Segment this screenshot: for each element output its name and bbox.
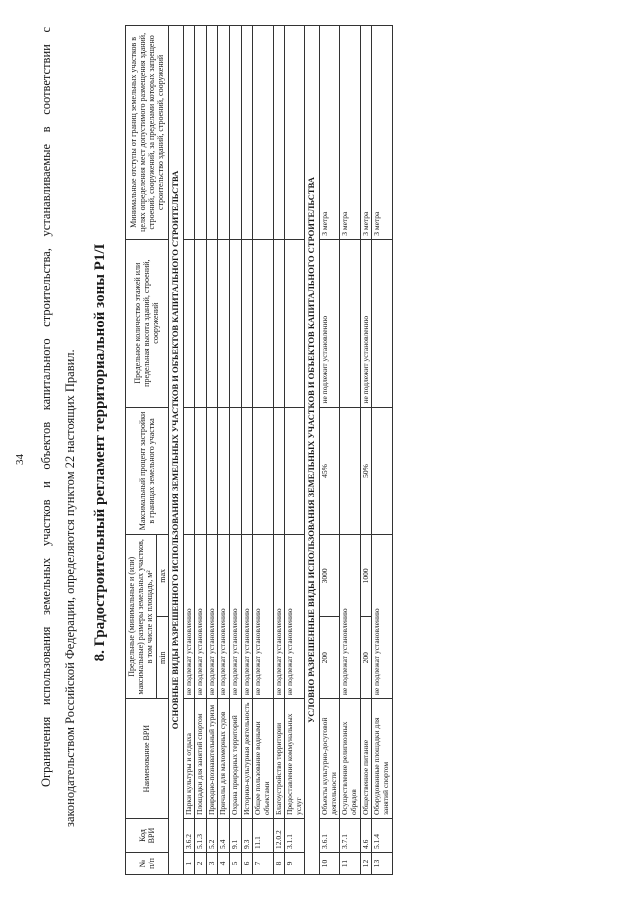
table-row	[206, 26, 218, 875]
cell-name: Историко-культурная деятельность	[241, 699, 253, 819]
cell-name: Оборудованные площадки для занятий спортом	[372, 699, 392, 819]
cell-num: 12	[360, 853, 372, 875]
cell-floors	[241, 239, 253, 407]
cell-floors	[206, 239, 218, 407]
cell-code: 4.6	[360, 819, 372, 853]
cell-code: 3.6.1	[320, 819, 340, 853]
cell-num: 1	[183, 853, 195, 875]
table-row	[195, 26, 207, 875]
cell-code: 3.7.1	[340, 819, 360, 853]
cell-code: 5.1.3	[195, 819, 207, 853]
cell-num: 8	[273, 853, 285, 875]
cell-pct	[218, 407, 230, 535]
cell-size: не подлежат установлению	[206, 535, 218, 699]
regulation-table	[125, 25, 393, 875]
cell-pct	[273, 407, 285, 535]
cell-size: не подлежат установлению	[230, 535, 242, 699]
cell-code: 12.0.2	[273, 819, 285, 853]
cell-max: 1000	[360, 535, 372, 617]
cell-num: 5	[230, 853, 242, 875]
cell-setback: 3 метра	[372, 26, 392, 240]
cell-num: 10	[320, 853, 340, 875]
cell-name: Площадки для занятий спортом	[195, 699, 207, 819]
cell-size: не подлежат установлению	[273, 535, 285, 699]
cell-size: не подлежат установлению	[183, 535, 195, 699]
cell-code: 9.1	[230, 819, 242, 853]
cell-name: Природно-познавательный туризм	[206, 699, 218, 819]
cell-floors	[340, 239, 360, 407]
cell-floors	[195, 239, 207, 407]
cell-setback	[241, 26, 253, 240]
cell-max: 3000	[320, 535, 340, 617]
table-row	[285, 26, 305, 875]
cell-pct	[230, 407, 242, 535]
col-setback: Минимальные отступы от границ земельных участков в целях определения мест допустимого размещения зданий, строений, сооружений, за пределами которых запрещено строительство зданий, строений, сооружений	[126, 26, 169, 240]
cell-size: не подлежат установлению	[195, 535, 207, 699]
cell-num: 3	[206, 853, 218, 875]
cell-floors: не подлежит установлению	[360, 239, 372, 407]
cell-size: не подлежат установлению	[253, 535, 273, 699]
cell-min: 200	[360, 617, 372, 699]
table-row	[253, 26, 273, 875]
cell-setback	[206, 26, 218, 240]
cell-code: 5.2	[206, 819, 218, 853]
cell-name: Причалы для маломерных судов	[218, 699, 230, 819]
table-row	[320, 26, 340, 875]
table-row	[360, 26, 372, 875]
cell-code: 9.3	[241, 819, 253, 853]
cell-setback	[230, 26, 242, 240]
cell-code: 5.4	[218, 819, 230, 853]
cell-pct	[241, 407, 253, 535]
cell-pct	[195, 407, 207, 535]
table-row	[241, 26, 253, 875]
section-title: ОСНОВНЫЕ ВИДЫ РАЗРЕШЕННОГО ИСПОЛЬЗОВАНИЯ ЗЕМЕЛЬНЫХ УЧАСТКОВ И ОБЪЕКТОВ КАПИТАЛЬНОГО СТРОИТЕЛЬСТВА	[168, 26, 183, 875]
cell-num: 2	[195, 853, 207, 875]
section-row	[168, 26, 183, 875]
cell-min: 200	[320, 617, 340, 699]
cell-name: Предоставление коммунальных услуг	[285, 699, 305, 819]
table-row	[218, 26, 230, 875]
cell-code: 3.1.1	[285, 819, 305, 853]
table-row	[230, 26, 242, 875]
cell-setback: 3 метра	[360, 26, 372, 240]
col-max: max	[156, 535, 168, 617]
cell-num: 9	[285, 853, 305, 875]
cell-size: не подлежат установлению	[241, 535, 253, 699]
cell-name: Осуществление религиозных обрядов	[340, 699, 360, 819]
cell-pct: 45%	[320, 407, 340, 535]
cell-size: не подлежат установлению	[218, 535, 230, 699]
table-row	[183, 26, 195, 875]
cell-name: Благоустройство территории	[273, 699, 285, 819]
cell-floors	[218, 239, 230, 407]
cell-floors	[285, 239, 305, 407]
section-title: УСЛОВНО РАЗРЕШЕННЫЕ ВИДЫ ИСПОЛЬЗОВАНИЯ ЗЕМЕЛЬНЫХ УЧАСТКОВ И ОБЪЕКТОВ КАПИТАЛЬНОГО СТРОИТЕЛЬСТВА	[305, 26, 320, 875]
cell-name: Парки культуры и отдыха	[183, 699, 195, 819]
col-num: № п/п	[126, 853, 169, 875]
col-name: Наименование ВРИ	[126, 699, 169, 819]
cell-setback: 3 метра	[320, 26, 340, 240]
cell-code: 3.6.2	[183, 819, 195, 853]
cell-pct	[285, 407, 305, 535]
cell-num: 6	[241, 853, 253, 875]
cell-setback: 3 метра	[340, 26, 360, 240]
cell-num: 4	[218, 853, 230, 875]
cell-pct	[253, 407, 273, 535]
col-size: Предельные (минимальные и (или) максимальные) размеры земельных участков, в том числе их площадь, м²	[126, 535, 157, 699]
col-code: Код ВРИ	[126, 819, 169, 853]
cell-name: Объекты культурно-досуговой деятельности	[320, 699, 340, 819]
cell-setback	[218, 26, 230, 240]
cell-floors	[372, 239, 392, 407]
table-row	[340, 26, 360, 875]
cell-pct	[183, 407, 195, 535]
cell-code: 11.1	[253, 819, 273, 853]
cell-pct	[372, 407, 392, 535]
cell-size: не подлежат установлению	[285, 535, 305, 699]
zone-heading: 8. Градостроительный регламент территориальной зоны Р1/I	[92, 243, 108, 662]
cell-setback	[285, 26, 305, 240]
cell-pct: 50%	[360, 407, 372, 535]
cell-num: 7	[253, 853, 273, 875]
cell-setback	[273, 26, 285, 240]
col-min: min	[156, 617, 168, 699]
cell-setback	[183, 26, 195, 240]
cell-num: 13	[372, 853, 392, 875]
table-row	[273, 26, 285, 875]
cell-name: Общественное питание	[360, 699, 372, 819]
cell-floors: не подлежит установлению	[320, 239, 340, 407]
page-number: 34	[14, 454, 26, 465]
cell-code: 5.1.4	[372, 819, 392, 853]
cell-floors	[253, 239, 273, 407]
intro-paragraph: Ограничения использования земельных участков и объектов капитального строительства, устанавливаемые в соответствии с законодательством Российской Федерации, определяются пунктом 22 настоящих Правил.	[39, 27, 77, 827]
cell-floors	[230, 239, 242, 407]
cell-pct	[206, 407, 218, 535]
cell-size: не подлежат установлению	[340, 535, 360, 699]
cell-name: Охрана природных территорий	[230, 699, 242, 819]
table-row	[372, 26, 392, 875]
cell-floors	[273, 239, 285, 407]
cell-num: 11	[340, 853, 360, 875]
cell-setback	[253, 26, 273, 240]
section-row	[305, 26, 320, 875]
col-pct: Максимальный процент застройки в границах земельного участка	[126, 407, 169, 535]
cell-name: Общее пользование водными объектами	[253, 699, 273, 819]
col-floors: Предельное количество этажей или предельная высота зданий, строений, сооружений	[126, 239, 169, 407]
section1-body	[183, 26, 305, 875]
cell-floors	[183, 239, 195, 407]
cell-size: не подлежат установлению	[372, 535, 392, 699]
cell-setback	[195, 26, 207, 240]
cell-pct	[340, 407, 360, 535]
header-row	[126, 26, 157, 875]
